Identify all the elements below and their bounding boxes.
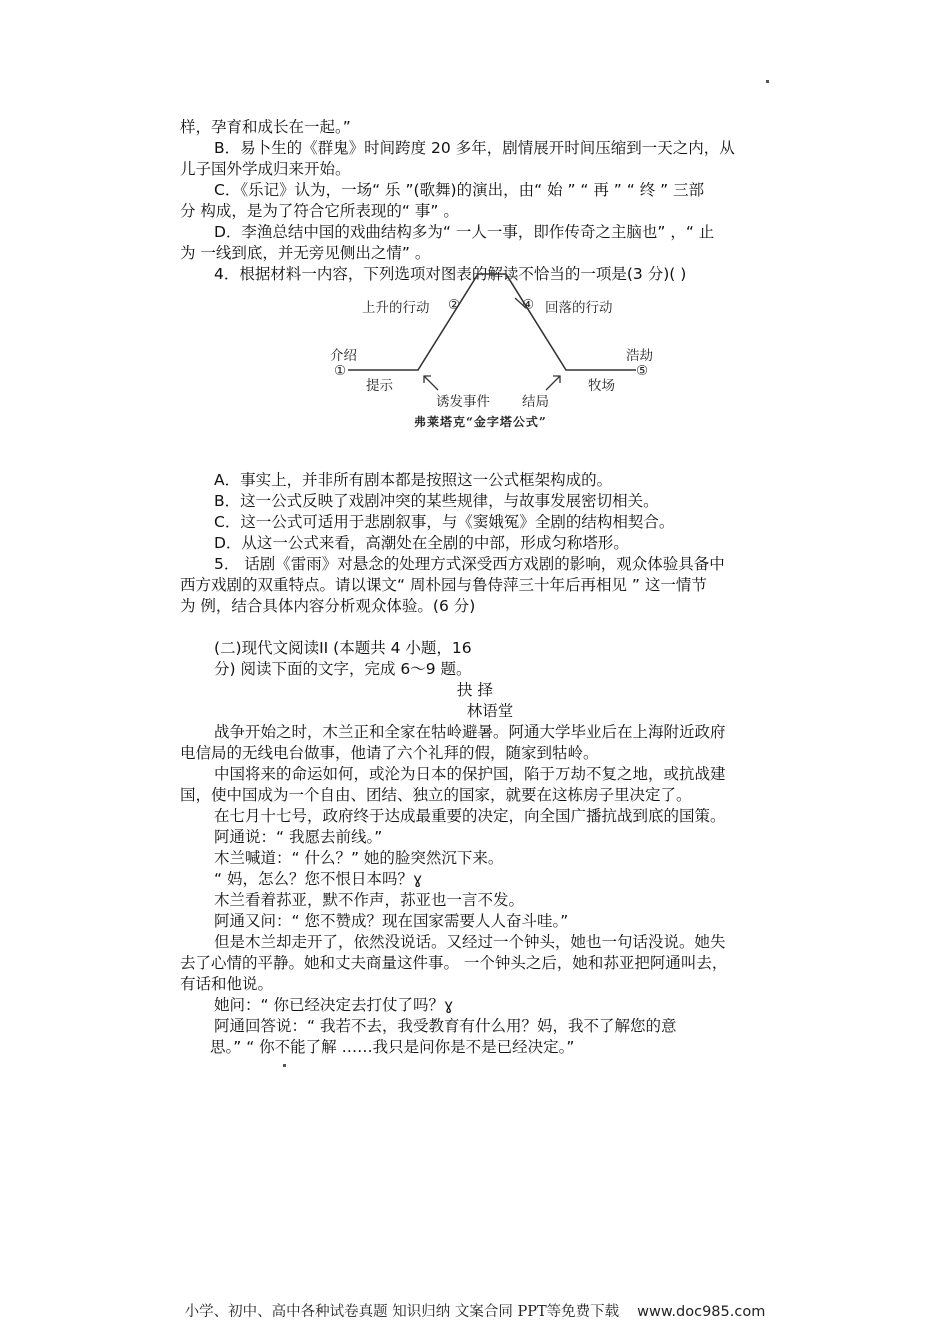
footer-url: www.doc985.com (637, 1304, 766, 1320)
option-c-line: C．《乐记》认为，一场“ 乐 ”(歌舞)的演出，由“ 始 ” “ 再 ” “ 终 ” 三部 (214, 181, 705, 199)
option-d-line: D．李渔总结中国的戏曲结构多为“ 一人一事，即作传奇之主脑也” ，“ 止 (214, 223, 715, 241)
question-4: 4．根据材料一内容，下列选项对图表的解读不恰当的一项是(3 分)( ) (214, 265, 687, 283)
question-5: 5． 话剧《雷雨》对悬念的处理方式深受西方戏剧的影响，观众体验具备中 (214, 555, 725, 573)
option-b-line: B．这一公式反映了戏剧冲突的某些规律，与故事发展密切相关。 (214, 492, 659, 510)
paragraph-line: 她问：“ 你已经决定去打仗了吗？ɣ (214, 996, 454, 1014)
paragraph-line: “ 妈，怎么？您不恨日本吗？ɣ (214, 870, 423, 888)
denouement-label: 牧场 (588, 378, 615, 394)
resolution-label: 结局 (522, 394, 549, 410)
text-line: 为 一线到底，并无旁见侧出之情” 。 (180, 244, 431, 262)
paragraph-line: 在七月十七号，政府终于达成最重要的决定，向全国广播抗战到底的国策。 (214, 807, 726, 825)
paragraph-line: 电信局的无线电台做事，他请了六个礼拜的假，随家到牯岭。 (180, 744, 599, 762)
paragraph-line: 思。” “ 你不能了解 ……我只是问你是不是已经决定。” (210, 1038, 575, 1056)
intro-number: ① (334, 363, 347, 379)
falling-action-number: ④ (522, 297, 535, 313)
text-line: 为 例，结合具体内容分析观众体验。(6 分) (180, 597, 476, 615)
catastrophe-label: 浩劫 (626, 348, 653, 364)
freytag-pyramid-diagram (330, 270, 660, 430)
pyramid-lines (330, 270, 660, 430)
paragraph-line: 去了心情的平静。她和丈夫商量这件事。 一个钟头之后，她和荪亚把阿通叫去， (180, 954, 728, 972)
bottom-speck (283, 1064, 286, 1067)
intro-label: 介绍 (330, 348, 357, 364)
section-instruction: 分) 阅读下面的文字，完成 6～9 题。 (214, 660, 472, 678)
page-footer (0, 1300, 950, 1321)
rising-action-label: 上升的行动 (362, 300, 430, 316)
diagram-caption: 弗莱塔克“金字塔公式” (414, 415, 547, 429)
option-a-line: A．事实上，并非所有剧本都是按照这一公式框架构成的。 (214, 471, 613, 489)
paragraph-line: 中国将来的命运如何，或沦为日本的保护国，陷于万劫不复之地，或抗战建 (214, 765, 726, 783)
inciting-event-label: 诱发事件 (436, 394, 490, 410)
paragraph-line: 阿通又问：“ 您不赞成？现在国家需要人人奋斗哇。” (214, 912, 569, 930)
paragraph-line: 但是木兰却走开了，依然没说话。又经过一个钟头，她也一句话没说。她失 (214, 933, 726, 951)
falling-action-label: 回落的行动 (545, 300, 613, 316)
article-title: 抉 择 (457, 681, 493, 699)
paragraph-line: 阿通回答说：“ 我若不去，我受教育有什么用？妈，我不了解您的意 (214, 1017, 677, 1035)
rising-action-number: ② (448, 297, 461, 313)
text-line: 分 构成，是为了符合它所表现的“ 事” 。 (180, 202, 459, 220)
top-speck (766, 80, 769, 83)
paragraph-line: 战争开始之时，木兰正和全家在牯岭避暑。阿通大学毕业后在上海附近政府 (214, 723, 726, 741)
text-line: 样，孕育和成长在一起。” (180, 118, 351, 136)
paragraph-line: 木兰喊道：“ 什么？” 她的脸突然沉下来。 (214, 849, 504, 867)
paragraph-line: 国，使中国成为一个自由、团结、独立的国家，就要在这栋房子里决定了。 (180, 786, 692, 804)
exposition-label: 提示 (366, 378, 393, 394)
option-c-line: C．这一公式可适用于悲剧叙事，与《窦娥冤》全剧的结构相契合。 (214, 513, 675, 531)
footer-text: 小学、初中、高中各种试卷真题 知识归纳 文案合同 PPT等免费下载 (184, 1304, 620, 1320)
option-d-line: D．从这一公式来看，高潮处在全剧的中部，形成匀称塔形。 (214, 534, 629, 552)
paragraph-line: 有话和他说。 (180, 975, 274, 993)
article-author: 林语堂 (466, 702, 514, 720)
option-b-line: B．易卜生的《群鬼》时间跨度 20 多年，剧情展开时间压缩到一天之内，从 (214, 139, 735, 157)
catastrophe-number: ⑤ (636, 363, 649, 379)
paragraph-line: 阿通说：“ 我愿去前线。” (214, 828, 383, 846)
section-heading: (二)现代文阅读II (本题共 4 小题，16 (214, 639, 472, 657)
text-line: 儿子国外学成归来开始。 (180, 160, 351, 178)
paragraph-line: 木兰看着荪亚，默不作声，荪亚也一言不发。 (214, 891, 525, 909)
text-line: 西方戏剧的双重特点。请以课文“ 周朴园与鲁侍萍三十年后再相见 ” 这一情节 (180, 576, 707, 594)
